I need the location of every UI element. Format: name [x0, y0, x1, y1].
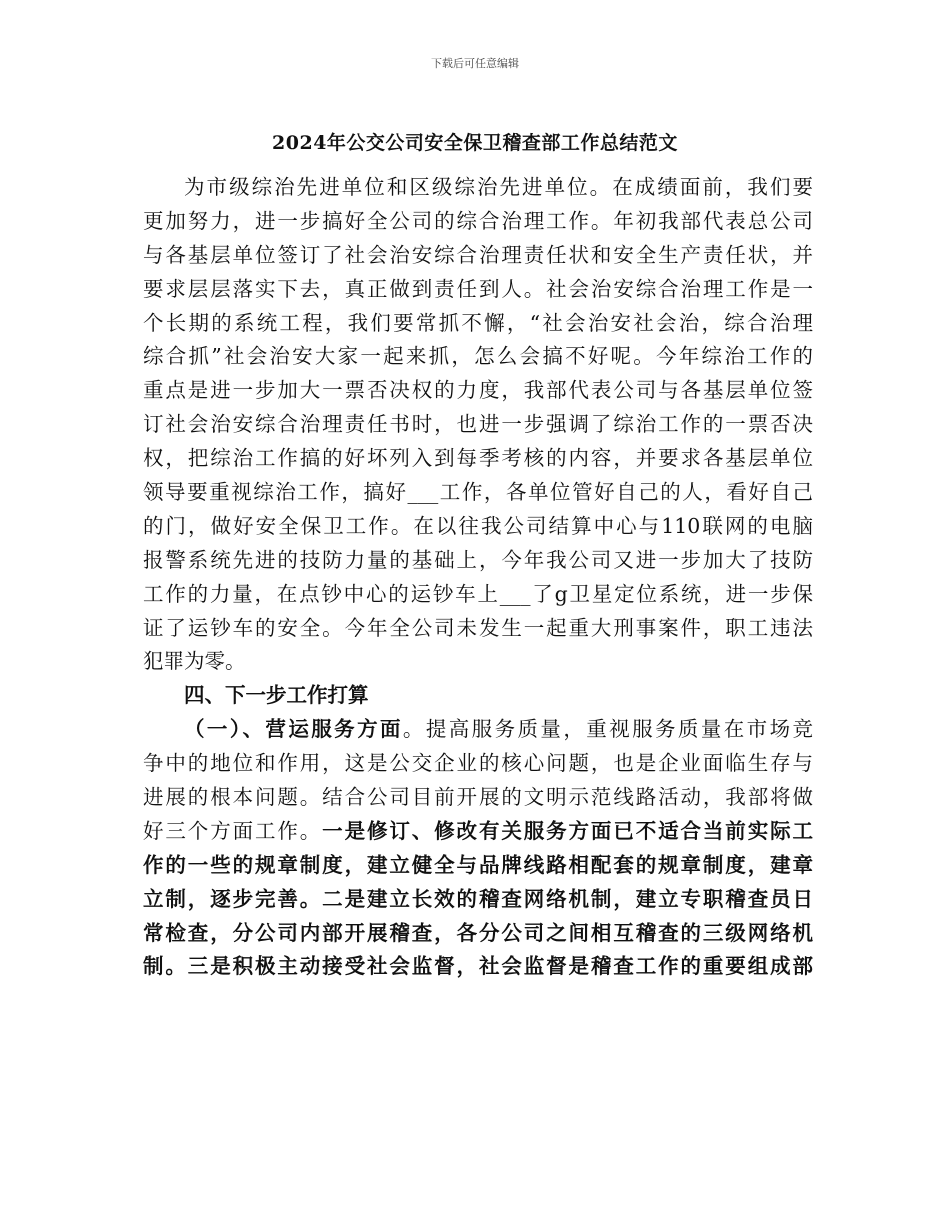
paragraph-line [143, 815, 813, 849]
paragraph-line: 综合抓”社会治安大家一起来抓，怎么会搞不好呢。今年综治工作的 [143, 344, 813, 369]
document-body [143, 171, 813, 984]
paragraph-text: 。提高服务质量，重视服务质量在市场竞 [402, 717, 813, 742]
paragraph-line: 领导要重视综治工作，搞好___工作，各单位管好自己的人，看好自己 [143, 480, 813, 505]
paragraph-line: 重点是进一步加大一票否决权的力度，我部代表公司与各基层单位签 [143, 378, 813, 403]
paragraph-line: 与各基层单位签订了社会治安综合治理责任状和安全生产责任状，并 [143, 242, 813, 267]
paragraph-line: 要求层层落实下去，真正做到责任到人。社会治安综合治理工作是一 [143, 276, 813, 301]
paragraph-line: 常检查，分公司内部开展稽查，各分公司之间相互稽查的三级网络机 [143, 920, 813, 945]
paragraph-line: 作的一些的规章制度，建立健全与品牌线路相配套的规章制度，建章 [143, 852, 813, 877]
paragraph-line: 工作的力量，在点钞中心的运钞车上___了g卫星定位系统，进一步保 [143, 581, 813, 606]
paragraph-line: 订社会治安综合治理责任书时，也进一步强调了综治工作的一票否决 [143, 412, 813, 437]
paragraph-line: 的门，做好安全保卫工作。在以往我公司结算中心与110联网的电脑 [143, 513, 813, 538]
paragraph-line: 制。三是积极主动接受社会监督，社会监督是稽查工作的重要组成部 [143, 954, 813, 979]
paragraph-line [143, 713, 813, 747]
paragraph-line: 立制，逐步完善。二是建立长效的稽查网络机制，建立专职稽查员日 [143, 886, 813, 911]
page-header-note: 下载后可任意编辑 [431, 57, 519, 70]
paragraph-line: 进展的根本问题。结合公司目前开展的文明示范线路活动，我部将做 [143, 785, 813, 810]
paragraph-line: 争中的地位和作用，这是公交企业的核心问题，也是企业面临生存与 [143, 751, 813, 776]
paragraph-line: 个长期的系统工程，我们要常抓不懈，“社会治安社会治，综合治理 [143, 310, 813, 335]
paragraph-line: 犯罪为零。 [143, 649, 246, 674]
paragraph-line: 更加努力，进一步搞好全公司的综合治理工作。年初我部代表总公司 [143, 208, 813, 233]
paragraph-line: 为市级综治先进单位和区级综治先进单位。在成绩面前，我们要 [184, 175, 813, 199]
document-title: 2024年公交公司安全保卫稽查部工作总结范文 [272, 132, 678, 154]
paragraph-line: 证了运钞车的安全。今年全公司未发生一起重大刑事案件，职工违法 [143, 615, 813, 640]
paragraph-line: 权，把综治工作搞的好坏列入到每季考核的内容，并要求各基层单位 [143, 446, 813, 471]
subsection-heading: （一）、营运服务方面 [184, 717, 403, 742]
paragraph-line: 报警系统先进的技防力量的基础上，今年我公司又进一步加大了技防 [143, 547, 813, 572]
section-heading: 四、下一步工作打算 [184, 683, 369, 708]
paragraph-text: 好三个方面工作。 [143, 818, 323, 843]
bold-text: 一是修订、修改有关服务方面已不适合当前实际工 [322, 818, 813, 843]
